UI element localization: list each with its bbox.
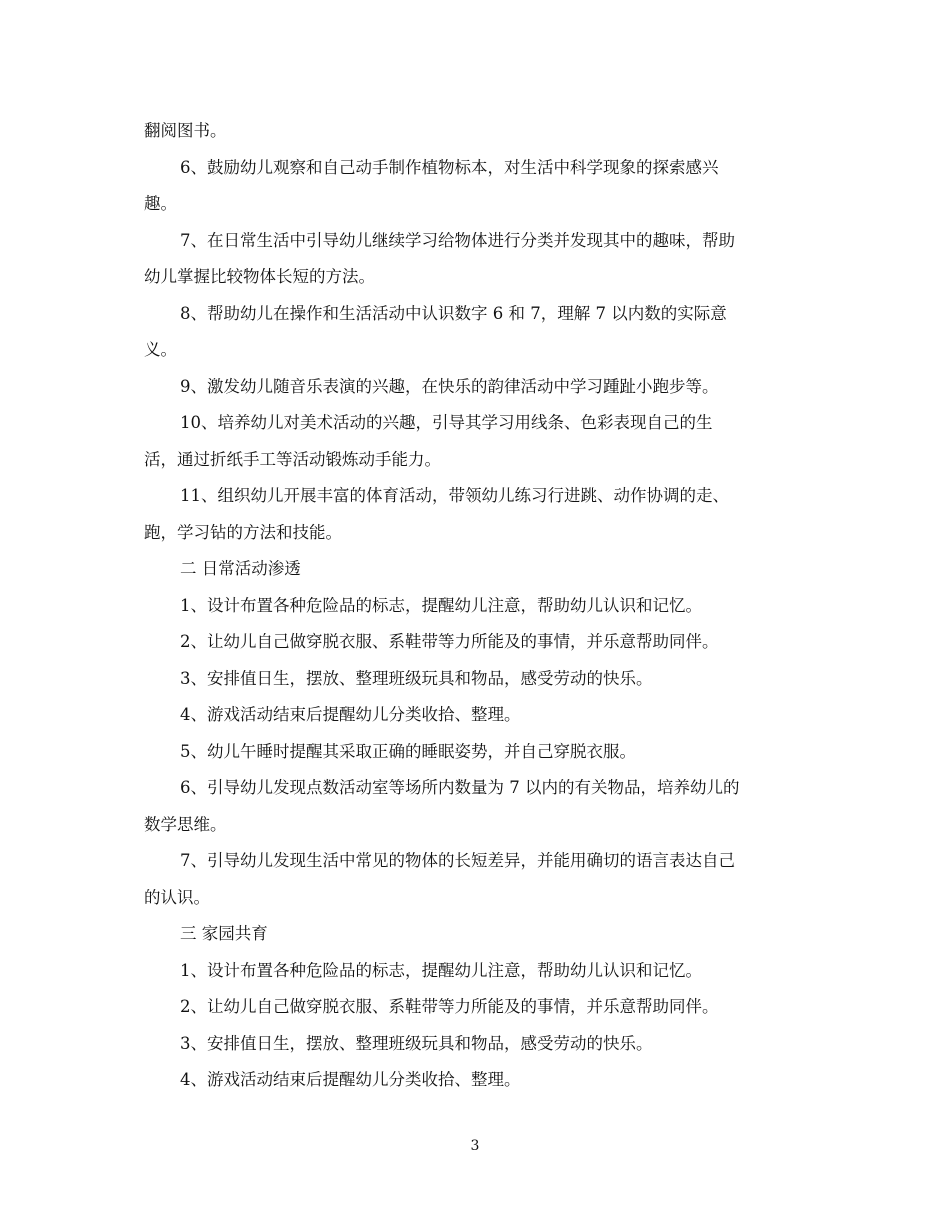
text-line: 数学思维。 <box>144 814 227 834</box>
text-line: 2、让幼儿自己做穿脱衣服、系鞋带等力所能及的事情，并乐意帮助同伴。 <box>180 997 719 1016</box>
text-line: 9、激发幼儿随音乐表演的兴趣，在快乐的韵律活动中学习踵趾小跑步等。 <box>180 376 719 396</box>
text-line: 7、在日常生活中引导幼儿继续学习给物体进行分类并发现其中的趣味，帮助 <box>180 230 735 250</box>
text-line: 1、设计布置各种危险品的标志，提醒幼儿注意，帮助幼儿认识和记忆。 <box>180 595 702 615</box>
text-line: 4、游戏活动结束后提醒幼儿分类收拾、整理。 <box>180 1070 521 1089</box>
text-line: 2、让幼儿自己做穿脱衣服、系鞋带等力所能及的事情，并乐意帮助同伴。 <box>180 632 719 651</box>
text-line: 7、引导幼儿发现生活中常见的物体的长短差异，并能用确切的语言表达自己 <box>180 851 735 870</box>
text-line: 10、培养幼儿对美术活动的兴趣，引导其学习用线条、色彩表现自己的生 <box>180 413 713 432</box>
text-line: 11、组织幼儿开展丰富的体育活动，带领幼儿练习行进跳、动作协调的走、 <box>180 486 729 505</box>
text-line: 8、帮助幼儿在操作和生活活动中认识数字 6 和 7，理解 7 以内数的实际意 <box>180 303 727 323</box>
text-line: 翻阅图书。 <box>144 121 227 140</box>
document-body <box>144 113 809 1099</box>
text-line: 跑，学习钻的方法和技能。 <box>144 522 342 542</box>
text-line: 的认识。 <box>144 887 210 907</box>
text-line: 1、设计布置各种危险品的标志，提醒幼儿注意，帮助幼儿认识和记忆。 <box>180 960 702 980</box>
text-line: 二 日常活动渗透 <box>180 559 301 578</box>
text-line: 5、幼儿午睡时提醒其采取正确的睡眠姿势，并自己穿脱衣服。 <box>180 741 636 761</box>
text-line: 幼儿掌握比较物体长短的方法。 <box>144 267 375 286</box>
text-line: 3、安排值日生，摆放、整理班级玩具和物品，感受劳动的快乐。 <box>180 1033 653 1053</box>
text-line: 6、引导幼儿发现点数活动室等场所内数量为 7 以内的有关物品，培养幼儿的 <box>180 778 740 797</box>
text-line: 趣。 <box>144 194 177 213</box>
text-line: 活，通过折纸手工等活动锻炼动手能力。 <box>144 449 441 469</box>
text-line: 三 家园共育 <box>180 924 268 943</box>
text-line: 义。 <box>144 340 177 359</box>
text-line: 3、安排值日生，摆放、整理班级玩具和物品，感受劳动的快乐。 <box>180 668 653 688</box>
text-line: 6、鼓励幼儿观察和自己动手制作植物标本，对生活中科学现象的探索感兴 <box>180 157 719 177</box>
text-line: 4、游戏活动结束后提醒幼儿分类收拾、整理。 <box>180 705 521 724</box>
page-number: 3 <box>470 1138 480 1154</box>
